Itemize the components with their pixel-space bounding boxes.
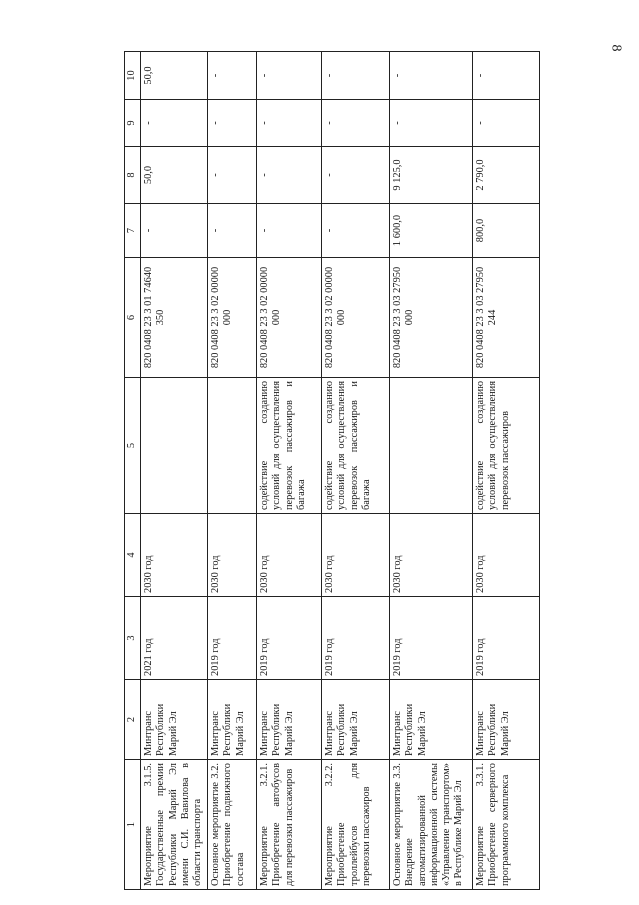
table-row	[322, 52, 390, 890]
table-row	[390, 52, 473, 890]
table-row	[473, 52, 540, 890]
expected-result: содействие созданию условий для осуществления перевозок пассажиров и багажа	[257, 378, 322, 514]
header-cell: 2	[125, 680, 141, 760]
value-col9: -	[208, 100, 257, 147]
value-col9: -	[322, 100, 390, 147]
value-col10: -	[257, 52, 322, 100]
header-cell: 8	[125, 147, 141, 204]
value-col10: 50,0	[141, 52, 208, 100]
start-year: 2019 год	[473, 597, 540, 680]
header-cell: 3	[125, 597, 141, 680]
value-col9: -	[257, 100, 322, 147]
value-col8: 2 790,0	[473, 147, 540, 204]
value-col9: -	[473, 100, 540, 147]
value-col8: 50,0	[141, 147, 208, 204]
table-row	[208, 52, 257, 890]
value-col10: -	[390, 52, 473, 100]
value-col8: 9 125,0	[390, 147, 473, 204]
expected-result	[208, 378, 257, 514]
activity-name: Основное мероприятие 3.3. Внедрение автоматизированной информационной системы «Управление транспортом» в Республике Марий Эл	[390, 760, 473, 890]
expected-result	[390, 378, 473, 514]
header-cell: 1	[125, 760, 141, 890]
value-col10: -	[473, 52, 540, 100]
end-year: 2030 год	[390, 514, 473, 597]
program-table	[124, 51, 540, 890]
start-year: 2019 год	[257, 597, 322, 680]
table-row	[257, 52, 322, 890]
responsible-executor: Минтранс Республики Марий Эл	[208, 680, 257, 760]
expected-result	[141, 378, 208, 514]
value-col7: -	[257, 204, 322, 258]
value-col10: -	[208, 52, 257, 100]
end-year: 2030 год	[257, 514, 322, 597]
start-year: 2019 год	[390, 597, 473, 680]
end-year: 2030 год	[322, 514, 390, 597]
end-year: 2030 год	[208, 514, 257, 597]
header-cell: 7	[125, 204, 141, 258]
value-col10: -	[322, 52, 390, 100]
value-col7: -	[141, 204, 208, 258]
end-year: 2030 год	[473, 514, 540, 597]
header-cell: 6	[125, 258, 141, 378]
responsible-executor: Минтранс Республики Марий Эл	[390, 680, 473, 760]
activity-name: Мероприятие 3.2.2. Приобретение троллейбусов для перевозки пассажиров	[322, 760, 390, 890]
budget-code: 820 0408 23 3 03 27950 244	[473, 258, 540, 378]
value-col9: -	[390, 100, 473, 147]
responsible-executor: Минтранс Республики Марий Эл	[473, 680, 540, 760]
responsible-executor: Минтранс Республики Марий Эл	[141, 680, 208, 760]
header-cell: 5	[125, 378, 141, 514]
responsible-executor: Минтранс Республики Марий Эл	[322, 680, 390, 760]
responsible-executor: Минтранс Республики Марий Эл	[257, 680, 322, 760]
header-row	[125, 52, 141, 890]
rotated-table-container	[124, 52, 524, 890]
budget-code: 820 0408 23 3 03 27950 000	[390, 258, 473, 378]
header-cell: 4	[125, 514, 141, 597]
value-col7: 800,0	[473, 204, 540, 258]
activity-name: Мероприятие 3.1.5. Государственные премии Республики Марий Эл имени С.И. Вавилова в области транспорта	[141, 760, 208, 890]
page-number: 8	[608, 44, 624, 52]
header-cell: 10	[125, 52, 141, 100]
value-col9: -	[141, 100, 208, 147]
expected-result: содействие созданию условий для осуществления перевозок пассажиров и багажа	[322, 378, 390, 514]
value-col8: -	[257, 147, 322, 204]
budget-code: 820 0408 23 3 02 00000 000	[208, 258, 257, 378]
value-col7: -	[208, 204, 257, 258]
budget-code: 820 0408 23 3 02 00000 000	[322, 258, 390, 378]
budget-code: 820 0408 23 3 01 74640 350	[141, 258, 208, 378]
end-year: 2030 год	[141, 514, 208, 597]
expected-result: содействие созданию условий для осуществления перевозок пассажиров	[473, 378, 540, 514]
value-col7: -	[322, 204, 390, 258]
activity-name: Мероприятие 3.3.1. Приобретение серверного программного комплекса	[473, 760, 540, 890]
value-col7: 1 600,0	[390, 204, 473, 258]
header-cell: 9	[125, 100, 141, 147]
start-year: 2021 год	[141, 597, 208, 680]
activity-name: Основное мероприятие 3.2. Приобретение подвижного состава	[208, 760, 257, 890]
value-col8: -	[322, 147, 390, 204]
activity-name: Мероприятие 3.2.1. Приобретение автобусов для перевозки пассажиров	[257, 760, 322, 890]
start-year: 2019 год	[322, 597, 390, 680]
budget-code: 820 0408 23 3 02 00000 000	[257, 258, 322, 378]
value-col8: -	[208, 147, 257, 204]
start-year: 2019 год	[208, 597, 257, 680]
table-row	[141, 52, 208, 890]
